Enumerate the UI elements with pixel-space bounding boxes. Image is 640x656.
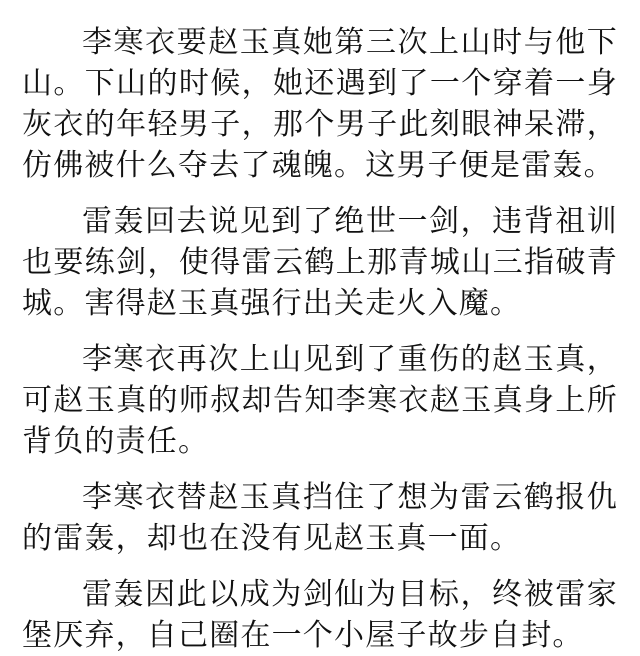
paragraph-4: 李寒衣替赵玉真挡住了想为雷云鹤报仇的雷轰，却也在没有见赵玉真一面。 (22, 480, 618, 556)
paragraph-3: 李寒衣再次上山见到了重伤的赵玉真，可赵玉真的师叔却告知李寒衣赵玉真身上所背负的责任。 (22, 342, 618, 459)
paragraph-1: 李寒衣要赵玉真她第三次上山时与他下山。下山的时候，她还遇到了一个穿着一身灰衣的年轻男子，那个男子此刻眼神呆滞，仿佛被什么夺去了魂魄。这男子便是雷轰。 (22, 25, 618, 183)
paragraph-2: 雷轰回去说见到了绝世一剑，违背祖训也要练剑，使得雷云鹤上那青城山三指破青城。害得赵玉真强行出关走火入魔。 (22, 204, 618, 321)
paragraph-5: 雷轰因此以成为剑仙为目标，终被雷家堡厌弃，自己圈在一个小屋子故步自封。 (22, 577, 618, 653)
